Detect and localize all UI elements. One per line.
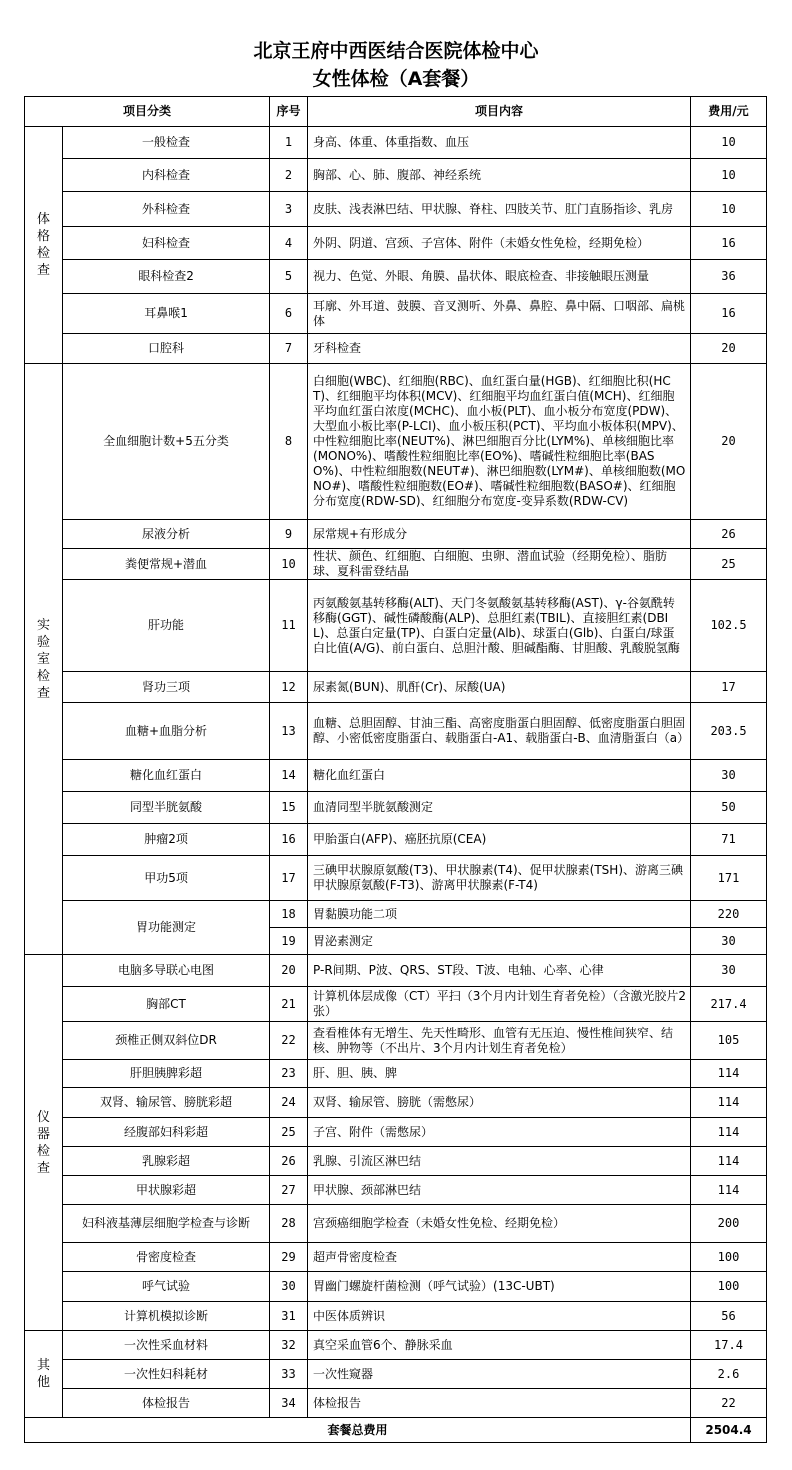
item-no: 5 bbox=[270, 260, 308, 294]
item-name: 双肾、输尿管、膀胱彩超 bbox=[63, 1088, 270, 1118]
item-name: 甲状腺彩超 bbox=[63, 1176, 270, 1205]
item-fee: 105 bbox=[691, 1022, 767, 1060]
item-no: 10 bbox=[270, 549, 308, 580]
item-fee: 30 bbox=[691, 928, 767, 955]
table-row bbox=[25, 294, 767, 334]
item-fee: 36 bbox=[691, 260, 767, 294]
item-name: 糖化血红蛋白 bbox=[63, 760, 270, 792]
item-no: 24 bbox=[270, 1088, 308, 1118]
item-content: 胃黏膜功能二项 bbox=[308, 901, 691, 928]
table-row bbox=[25, 856, 767, 901]
item-content: 三碘甲状腺原氨酸(T3)、甲状腺素(T4)、促甲状腺素(TSH)、游离三碘甲状腺原氨酸(F-T3)、游离甲状腺素(F-T4) bbox=[308, 856, 691, 901]
item-content: 视力、色觉、外眼、角膜、晶状体、眼底检查、非接触眼压测量 bbox=[308, 260, 691, 294]
page-title: 北京王府中西医结合医院体检中心 bbox=[253, 40, 539, 62]
item-fee: 203.5 bbox=[691, 703, 767, 760]
item-name: 耳鼻喉1 bbox=[63, 294, 270, 334]
item-no: 25 bbox=[270, 1118, 308, 1147]
item-no: 19 bbox=[270, 928, 308, 955]
item-fee: 114 bbox=[691, 1060, 767, 1088]
item-fee: 16 bbox=[691, 294, 767, 334]
table-row bbox=[25, 1176, 767, 1205]
item-content: 胃泌素测定 bbox=[308, 928, 691, 955]
item-no: 3 bbox=[270, 192, 308, 227]
table-body bbox=[25, 127, 767, 1418]
category-cell bbox=[25, 127, 63, 364]
table-row bbox=[25, 159, 767, 192]
table-row bbox=[25, 549, 767, 580]
item-name: 肿瘤2项 bbox=[63, 824, 270, 856]
item-no: 15 bbox=[270, 792, 308, 824]
item-name: 同型半胱氨酸 bbox=[63, 792, 270, 824]
item-fee: 100 bbox=[691, 1243, 767, 1272]
item-no: 18 bbox=[270, 901, 308, 928]
item-no: 11 bbox=[270, 580, 308, 672]
item-fee: 10 bbox=[691, 159, 767, 192]
item-name: 妇科检查 bbox=[63, 227, 270, 260]
item-content: 血清同型半胱氨酸测定 bbox=[308, 792, 691, 824]
item-name: 计算机模拟诊断 bbox=[63, 1302, 270, 1331]
item-fee: 10 bbox=[691, 192, 767, 227]
table-row bbox=[25, 955, 767, 987]
item-content: P-R间期、P波、QRS、ST段、T波、电轴、心率、心律 bbox=[308, 955, 691, 987]
item-fee: 17.4 bbox=[691, 1331, 767, 1360]
item-fee: 200 bbox=[691, 1205, 767, 1243]
item-name: 妇科液基薄层细胞学检查与诊断 bbox=[63, 1205, 270, 1243]
header-category: 项目分类 bbox=[25, 97, 270, 127]
item-fee: 50 bbox=[691, 792, 767, 824]
item-no: 4 bbox=[270, 227, 308, 260]
item-fee: 10 bbox=[691, 127, 767, 159]
table-row bbox=[25, 520, 767, 549]
item-fee: 26 bbox=[691, 520, 767, 549]
item-no: 9 bbox=[270, 520, 308, 549]
item-fee: 56 bbox=[691, 1302, 767, 1331]
item-content: 甲胎蛋白(AFP)、癌胚抗原(CEA) bbox=[308, 824, 691, 856]
item-name: 乳腺彩超 bbox=[63, 1147, 270, 1176]
item-fee: 217.4 bbox=[691, 987, 767, 1022]
item-fee: 114 bbox=[691, 1147, 767, 1176]
item-name: 血糖+血脂分析 bbox=[63, 703, 270, 760]
table-row bbox=[25, 127, 767, 159]
item-name: 肝胆胰脾彩超 bbox=[63, 1060, 270, 1088]
table-row bbox=[25, 1243, 767, 1272]
item-content: 宫颈癌细胞学检查（未婚女性免检、经期免检） bbox=[308, 1205, 691, 1243]
item-content: 甲状腺、颈部淋巴结 bbox=[308, 1176, 691, 1205]
item-name: 一次性采血材料 bbox=[63, 1331, 270, 1360]
item-content: 牙科检查 bbox=[308, 334, 691, 364]
table-row bbox=[25, 580, 767, 672]
item-content: 身高、体重、体重指数、血压 bbox=[308, 127, 691, 159]
table-row bbox=[25, 334, 767, 364]
table-row bbox=[25, 901, 767, 928]
item-no: 27 bbox=[270, 1176, 308, 1205]
table-row bbox=[25, 760, 767, 792]
item-name: 粪便常规+潜血 bbox=[63, 549, 270, 580]
item-no: 31 bbox=[270, 1302, 308, 1331]
item-no: 7 bbox=[270, 334, 308, 364]
item-content: 肝、胆、胰、脾 bbox=[308, 1060, 691, 1088]
item-content: 丙氨酸氨基转移酶(ALT)、天门冬氨酸氨基转移酶(AST)、γ-谷氨酰转移酶(GGT)、碱性磷酸酶(ALP)、总胆红素(TBIL)、直接胆红素(DBIL)、总蛋白定量(TP)、白蛋白定量(Alb)、球蛋白(Glb)、白蛋白/球蛋白比值(A/G)、前白蛋白、总胆汁酸、胆碱酯酶、甘胆酸、乳酸脱氢酶 bbox=[308, 580, 691, 672]
item-fee: 30 bbox=[691, 760, 767, 792]
item-name: 眼科检查2 bbox=[63, 260, 270, 294]
item-no: 20 bbox=[270, 955, 308, 987]
item-name: 胃功能测定 bbox=[63, 901, 270, 955]
table-row bbox=[25, 192, 767, 227]
item-fee: 20 bbox=[691, 334, 767, 364]
item-content: 性状、颜色、红细胞、白细胞、虫卵、潜血试验（经期免检）、脂肪球、夏科雷登结晶 bbox=[308, 549, 691, 580]
item-content: 双肾、输尿管、膀胱（需憋尿） bbox=[308, 1088, 691, 1118]
item-no: 23 bbox=[270, 1060, 308, 1088]
item-name: 颈椎正侧双斜位DR bbox=[63, 1022, 270, 1060]
item-fee: 17 bbox=[691, 672, 767, 703]
item-no: 1 bbox=[270, 127, 308, 159]
item-no: 21 bbox=[270, 987, 308, 1022]
item-name: 内科检查 bbox=[63, 159, 270, 192]
item-content: 乳腺、引流区淋巴结 bbox=[308, 1147, 691, 1176]
item-content: 耳廓、外耳道、鼓膜、音叉测听、外鼻、鼻腔、鼻中隔、口咽部、扁桃体 bbox=[308, 294, 691, 334]
item-content: 查看椎体有无增生、先天性畸形、血管有无压迫、慢性椎间狭窄、结核、肿物等（不出片、3个月内计划生育者免检） bbox=[308, 1022, 691, 1060]
item-name: 一般检查 bbox=[63, 127, 270, 159]
item-content: 白细胞(WBC)、红细胞(RBC)、血红蛋白量(HGB)、红细胞比积(HCT)、红细胞平均体积(MCV)、红细胞平均血红蛋白值(MCH)、红细胞平均血红蛋白浓度(MCHC)、血小板(PLT)、血小板分布宽度(PDW)、大型血小板比率(P-LCI)、血小板压积(PCT)、平均血小板体积(MPV)、中性粒细胞比率(NEUT%)、淋巴细胞百分比(LYM%)、单核细胞比率(MONO%)、嗜酸性粒细胞比率(EO%)、嗜碱性粒细胞比率(BASO%)、中性粒细胞数(NEUT#)、淋巴细胞数(LYM#)、单核细胞数(MONO#)、嗜酸性粒细胞数(EO#)、嗜碱性粒细胞数(BASO#)、红细胞分布宽度(RDW-SD)、红细胞分布宽度-变异系数(RDW-CV) bbox=[308, 364, 691, 520]
item-content: 超声骨密度检查 bbox=[308, 1243, 691, 1272]
item-content: 一次性窥器 bbox=[308, 1360, 691, 1389]
table-row bbox=[25, 672, 767, 703]
item-content: 糖化血红蛋白 bbox=[308, 760, 691, 792]
table-row bbox=[25, 1147, 767, 1176]
table-row bbox=[25, 1060, 767, 1088]
item-no: 2 bbox=[270, 159, 308, 192]
category-label: 体格检查 bbox=[36, 212, 50, 278]
table-row bbox=[25, 1360, 767, 1389]
exam-table bbox=[24, 96, 767, 1443]
item-content: 外阴、阴道、宫颈、子宫体、附件（未婚女性免检，经期免检） bbox=[308, 227, 691, 260]
item-content: 真空采血管6个、静脉采血 bbox=[308, 1331, 691, 1360]
table-row bbox=[25, 1088, 767, 1118]
table-row bbox=[25, 1331, 767, 1360]
item-fee: 171 bbox=[691, 856, 767, 901]
item-no: 17 bbox=[270, 856, 308, 901]
item-fee: 102.5 bbox=[691, 580, 767, 672]
total-row bbox=[25, 1418, 767, 1443]
item-name: 体检报告 bbox=[63, 1389, 270, 1418]
item-name: 肝功能 bbox=[63, 580, 270, 672]
total-label: 套餐总费用 bbox=[25, 1418, 691, 1443]
item-fee: 20 bbox=[691, 364, 767, 520]
item-no: 33 bbox=[270, 1360, 308, 1389]
item-content: 尿素氮(BUN)、肌酐(Cr)、尿酸(UA) bbox=[308, 672, 691, 703]
item-name: 甲功5项 bbox=[63, 856, 270, 901]
item-no: 30 bbox=[270, 1272, 308, 1302]
item-fee: 71 bbox=[691, 824, 767, 856]
item-content: 皮肤、浅表淋巴结、甲状腺、脊柱、四肢关节、肛门直肠指诊、乳房 bbox=[308, 192, 691, 227]
item-no: 22 bbox=[270, 1022, 308, 1060]
item-no: 12 bbox=[270, 672, 308, 703]
total-value: 2504.4 bbox=[691, 1418, 767, 1443]
item-fee: 220 bbox=[691, 901, 767, 928]
item-content: 胃幽门螺旋杆菌检测（呼气试验）(13C-UBT) bbox=[308, 1272, 691, 1302]
item-fee: 25 bbox=[691, 549, 767, 580]
table-row bbox=[25, 792, 767, 824]
category-label: 仪器检查 bbox=[36, 1109, 50, 1176]
item-no: 16 bbox=[270, 824, 308, 856]
item-no: 32 bbox=[270, 1331, 308, 1360]
item-name: 口腔科 bbox=[63, 334, 270, 364]
item-no: 14 bbox=[270, 760, 308, 792]
item-no: 26 bbox=[270, 1147, 308, 1176]
item-no: 8 bbox=[270, 364, 308, 520]
item-name: 呼气试验 bbox=[63, 1272, 270, 1302]
item-fee: 114 bbox=[691, 1118, 767, 1147]
table-row bbox=[25, 703, 767, 760]
item-content: 体检报告 bbox=[308, 1389, 691, 1418]
table-row bbox=[25, 1272, 767, 1302]
header-content: 项目内容 bbox=[308, 97, 691, 127]
item-no: 6 bbox=[270, 294, 308, 334]
table-row bbox=[25, 1389, 767, 1418]
category-label: 实验室检查 bbox=[36, 617, 50, 701]
item-fee: 114 bbox=[691, 1088, 767, 1118]
item-fee: 100 bbox=[691, 1272, 767, 1302]
item-fee: 2.6 bbox=[691, 1360, 767, 1389]
category-label: 其他 bbox=[36, 1358, 50, 1390]
item-name: 肾功三项 bbox=[63, 672, 270, 703]
table-row bbox=[25, 260, 767, 294]
table-row bbox=[25, 824, 767, 856]
table-row bbox=[25, 987, 767, 1022]
category-cell bbox=[25, 364, 63, 955]
item-no: 28 bbox=[270, 1205, 308, 1243]
item-name: 一次性妇科耗材 bbox=[63, 1360, 270, 1389]
item-fee: 30 bbox=[691, 955, 767, 987]
item-content: 尿常规+有形成分 bbox=[308, 520, 691, 549]
item-no: 13 bbox=[270, 703, 308, 760]
item-name: 骨密度检查 bbox=[63, 1243, 270, 1272]
table-row bbox=[25, 1022, 767, 1060]
table-row bbox=[25, 1118, 767, 1147]
item-name: 经腹部妇科彩超 bbox=[63, 1118, 270, 1147]
item-content: 子宫、附件（需憋尿） bbox=[308, 1118, 691, 1147]
item-fee: 22 bbox=[691, 1389, 767, 1418]
item-name: 胸部CT bbox=[63, 987, 270, 1022]
category-cell bbox=[25, 1331, 63, 1418]
item-content: 计算机体层成像（CT）平扫（3个月内计划生育者免检）（含激光胶片2张） bbox=[308, 987, 691, 1022]
category-cell bbox=[25, 955, 63, 1331]
item-content: 胸部、心、肺、腹部、神经系统 bbox=[308, 159, 691, 192]
table-header-row bbox=[25, 97, 767, 127]
page-subtitle: 女性体检（A套餐） bbox=[312, 68, 480, 90]
table-row bbox=[25, 227, 767, 260]
table-row bbox=[25, 1205, 767, 1243]
item-content: 血糖、总胆固醇、甘油三酯、高密度脂蛋白胆固醇、低密度脂蛋白胆固醇、小密低密度脂蛋白、载脂蛋白-A1、载脂蛋白-B、血清脂蛋白（a） bbox=[308, 703, 691, 760]
item-no: 34 bbox=[270, 1389, 308, 1418]
item-name: 全血细胞计数+5五分类 bbox=[63, 364, 270, 520]
item-name: 外科检查 bbox=[63, 192, 270, 227]
item-content: 中医体质辨识 bbox=[308, 1302, 691, 1331]
item-fee: 114 bbox=[691, 1176, 767, 1205]
table-row bbox=[25, 364, 767, 520]
header-no: 序号 bbox=[270, 97, 308, 127]
header-fee: 费用/元 bbox=[691, 97, 767, 127]
item-fee: 16 bbox=[691, 227, 767, 260]
item-name: 尿液分析 bbox=[63, 520, 270, 549]
item-no: 29 bbox=[270, 1243, 308, 1272]
table-row bbox=[25, 1302, 767, 1331]
item-name: 电脑多导联心电图 bbox=[63, 955, 270, 987]
